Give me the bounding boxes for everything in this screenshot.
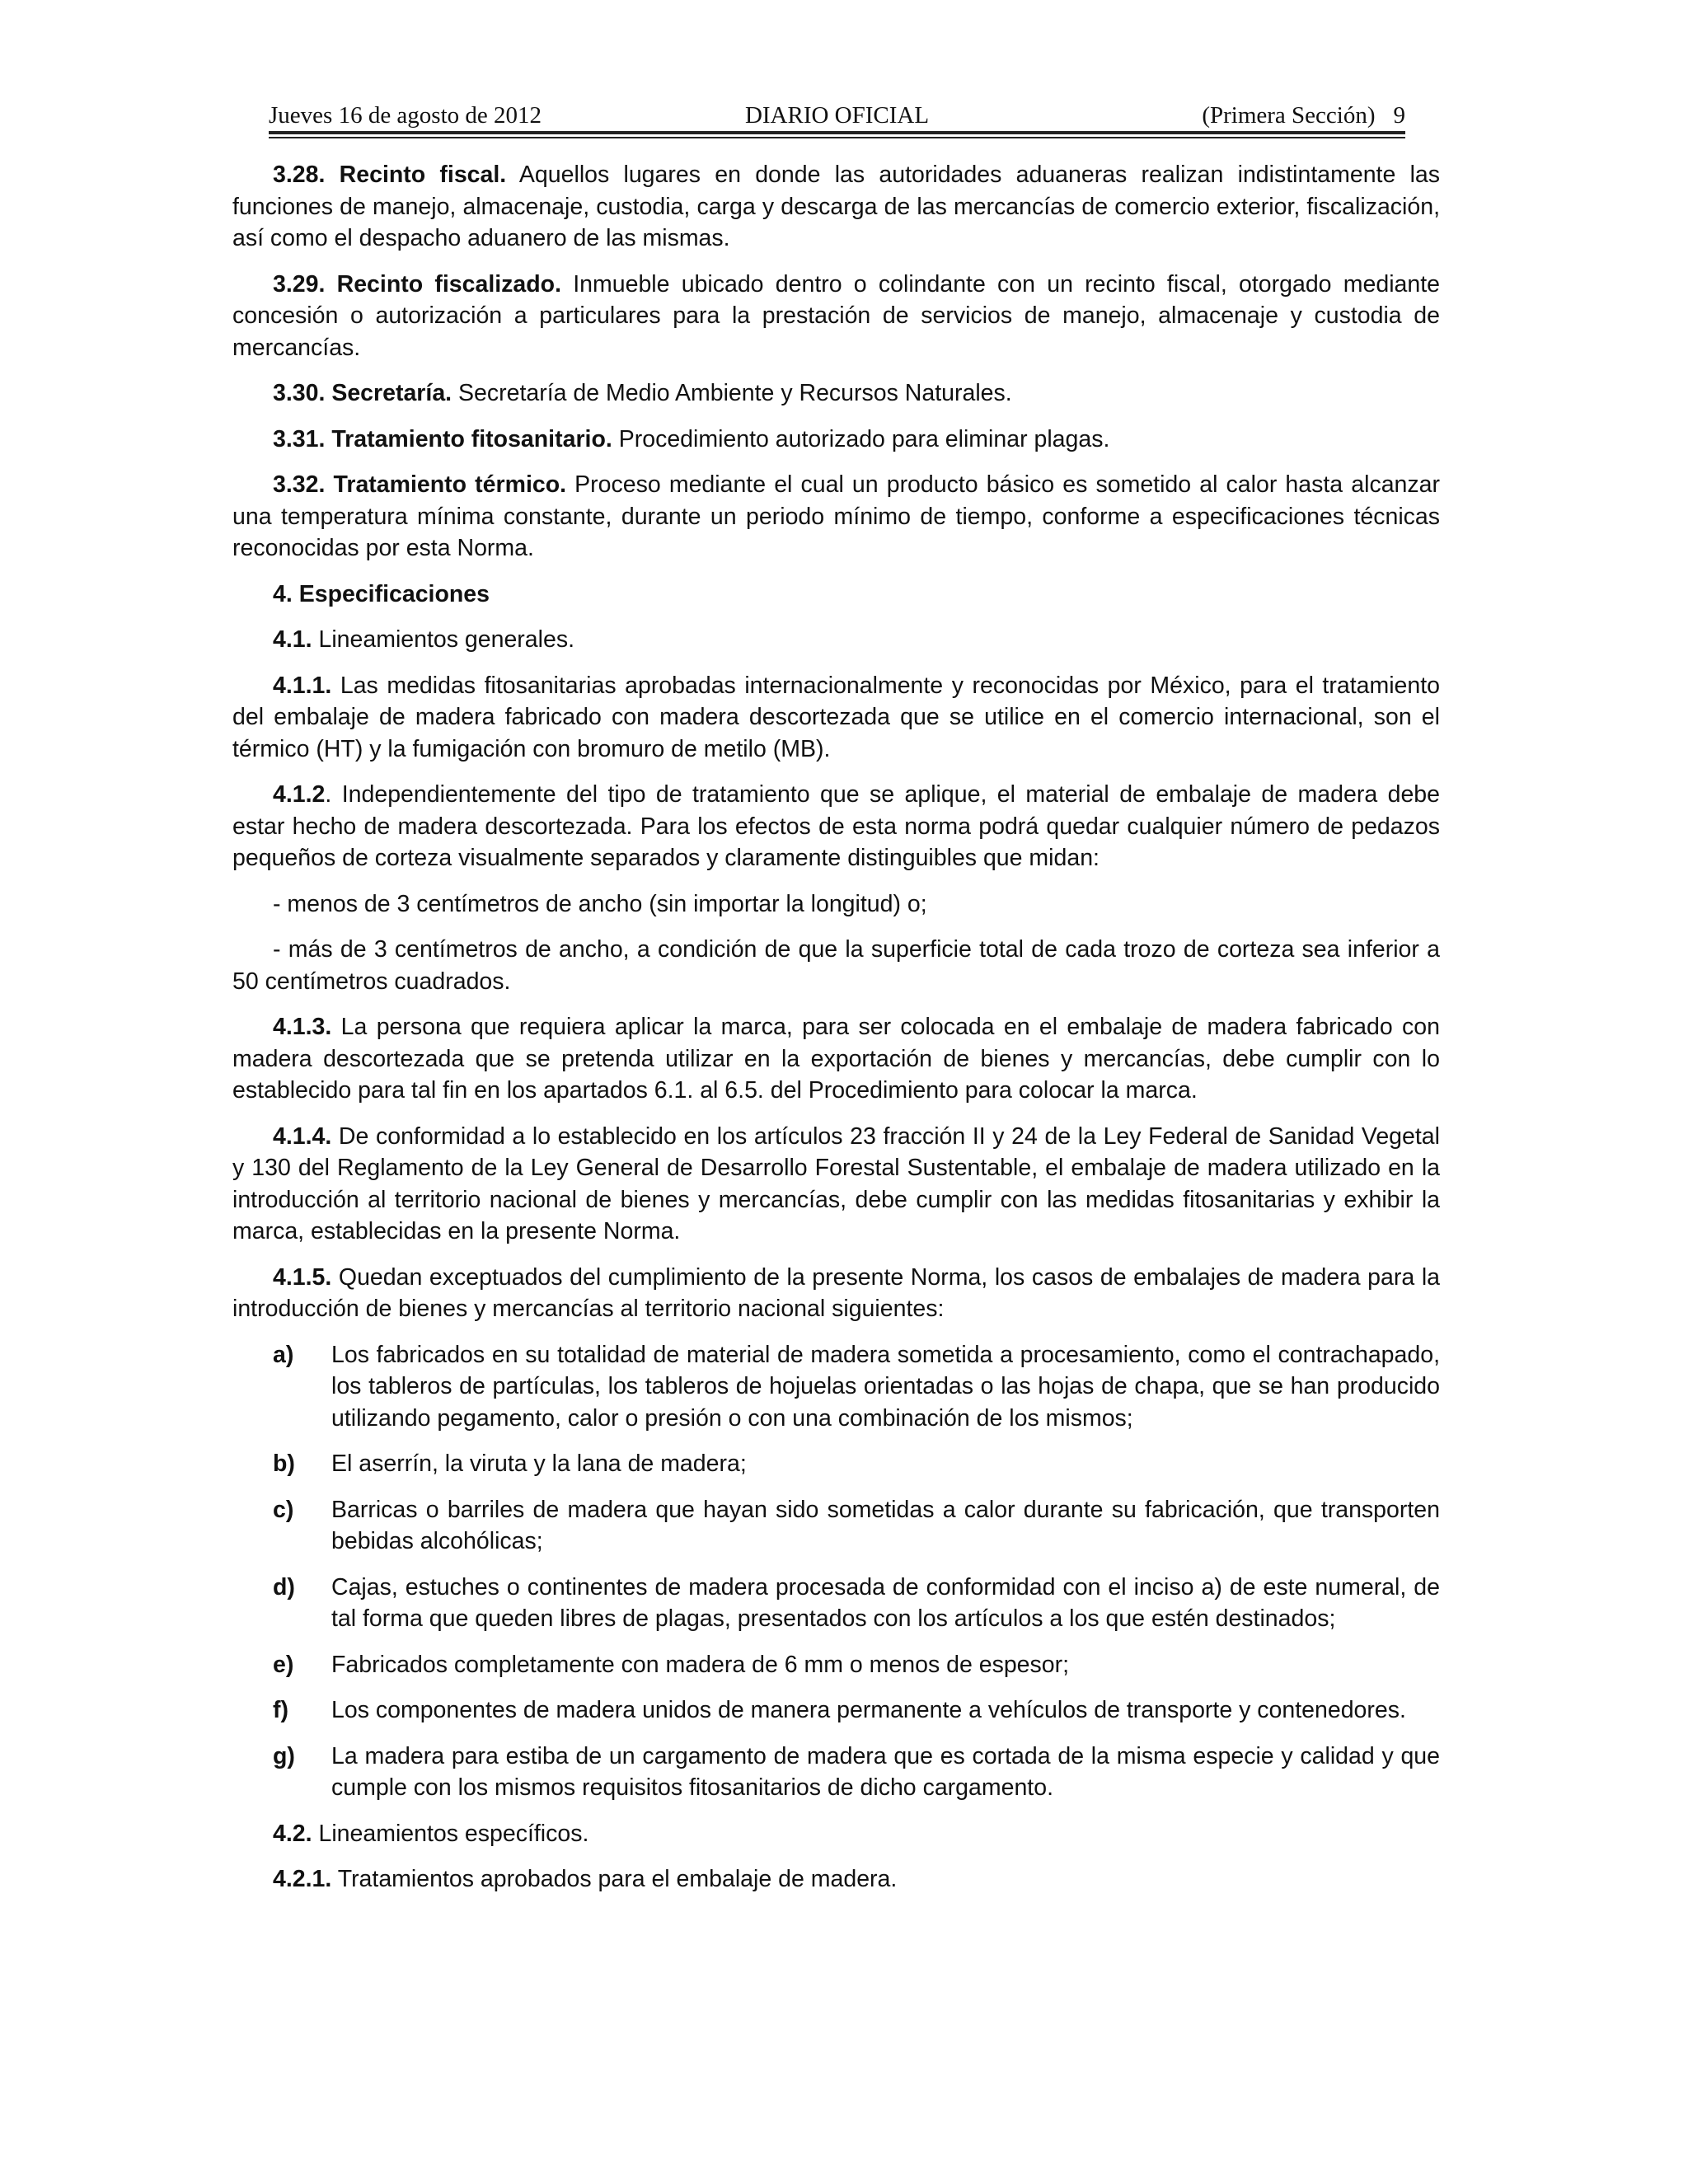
list-item [232, 1572, 1440, 1635]
paragraph [232, 1011, 1440, 1107]
paragraph-number: 4.1. [273, 626, 312, 653]
paragraph [232, 424, 1440, 456]
paragraph [232, 1121, 1440, 1248]
paragraph [232, 1262, 1440, 1325]
list-item [232, 1694, 1440, 1727]
list-item-label: b) [273, 1451, 295, 1477]
list-item [232, 1649, 1440, 1681]
list-item [232, 1494, 1440, 1558]
header-section-label: (Primera Sección) [1202, 102, 1376, 129]
list-item-text: La madera para estiba de un cargamento de madera que es cortada de la misma especie y calidad y que cumple con los mismos requisitos fitosanitarios de dicho cargamento. [331, 1742, 1440, 1801]
page-number: 9 [1393, 102, 1405, 129]
list-item-label: e) [273, 1651, 294, 1678]
header-rule-thick [269, 131, 1405, 134]
paragraph-text: Procedimiento autorizado para eliminar plagas. [612, 425, 1110, 452]
paragraph [232, 779, 1440, 874]
paragraph-text: Proceso mediante el cual un producto básico es sometido al calor hasta alcanzar una temperatura mínima constante, durante un periodo mínimo de tiempo, conforme a especificaciones técnicas reconocidas por esta Norma. [232, 471, 1440, 561]
paragraph-term: Recinto fiscalizado. [336, 270, 561, 298]
paragraph [232, 1863, 1440, 1896]
paragraph-number: 3.32. [273, 471, 326, 498]
list-item-text: Los componentes de madera unidos de manera permanente a vehículos de transporte y contenedores. [331, 1697, 1406, 1723]
paragraph-number: 3.29. [273, 270, 326, 298]
list-item-text: Cajas, estuches o continentes de madera procesada de conformidad con el inciso a) de este numeral, de tal forma que queden libres de plagas, presentados con los artículos a los que estén destinados; [331, 1573, 1440, 1632]
paragraph-text: Lineamientos específicos. [312, 1820, 589, 1847]
list-item-text: El aserrín, la viruta y la lana de madera; [331, 1451, 747, 1477]
list-item-text: Los fabricados en su totalidad de material de madera sometida a procesamiento, como el contrachapado, los tableros de partículas, los tableros de hojuelas orientadas o las hojas de chapa, que se han producido utilizando pegamento, calor o presión o con una combinación de los mismos; [331, 1341, 1440, 1432]
section-heading [232, 579, 1440, 611]
list-item-text: Fabricados completamente con madera de 6 mm o menos de espesor; [331, 1651, 1070, 1678]
paragraph-number: 4.1.3. [273, 1014, 332, 1040]
paragraph-text: Tratamientos aprobados para el embalaje de madera. [331, 1866, 898, 1892]
paragraph [232, 469, 1440, 565]
paragraph-text: . Independientemente del tipo de tratamiento que se aplique, el material de embalaje de madera debe estar hecho de madera descortezada. Para los efectos de esta norma podrá quedar cualquier número de pedazos pequeños de corteza visualmente separados y claramente distinguibles que midan: [232, 781, 1440, 871]
list-item-label: d) [273, 1573, 295, 1601]
header-title: DIARIO OFICIAL [744, 102, 930, 129]
paragraph [232, 159, 1440, 255]
paragraph [232, 1818, 1440, 1850]
paragraph-number: 4.1.4. [273, 1122, 332, 1150]
list-item [232, 1741, 1440, 1804]
list-item [232, 1448, 1440, 1480]
header-rule-thin [269, 137, 1405, 138]
paragraph-number: 3.31. [273, 425, 326, 452]
paragraph [232, 624, 1440, 656]
list-item-label: a) [273, 1341, 294, 1368]
header-section [1202, 97, 1405, 134]
list-item-text: Barricas o barriles de madera que hayan sido sometidas a calor durante su fabricación, que transporten bebidas alcohólicas; [331, 1496, 1440, 1554]
list-item-label: g) [273, 1742, 295, 1769]
paragraph-text: Lineamientos generales. [312, 626, 575, 653]
paragraph-text: La persona que requiera aplicar la marca, para ser colocada en el embalaje de madera fabricado con madera descortezada que se pretenda utilizar en la exportación de bienes y mercancías, debe cumplir con lo establecido para tal fin en los apartados 6.1. al 6.5. del Procedimiento para colocar la marca. [232, 1014, 1440, 1104]
paragraph [232, 934, 1440, 997]
paragraph-term: Especificaciones [298, 580, 490, 607]
paragraph-term: Recinto fiscal. [339, 162, 507, 188]
paragraph-text: - más de 3 centímetros de ancho, a condición de que la superficie total de cada trozo de corteza sea inferior a 50 centímetros cuadrados. [232, 936, 1440, 995]
paragraph [232, 670, 1440, 766]
paragraph-text: Aquellos lugares en donde las autoridades aduaneras realizan indistintamente las funciones de manejo, almacenaje, custodia, carga y descarga de las mercancías de comercio exterior, fiscalización, así como el despacho aduanero de las mismas. [232, 162, 1441, 251]
document-body [232, 159, 1440, 1910]
list-item [232, 1339, 1440, 1435]
paragraph [232, 269, 1440, 364]
paragraph-term: Secretaría. [331, 380, 452, 406]
paragraph-text: De conformidad a lo establecido en los artículos 23 fracción II y 24 de la Ley Federal de Sanidad Vegetal y 130 del Reglamento de la Ley General de Desarrollo Forestal Sustentable, el embalaje de madera utilizado en la introducción al territorio nacional de bienes y mercancías, debe cumplir con las medidas fitosanitarias y exhibir la marca, establecidas en la presente Norma. [232, 1122, 1440, 1244]
paragraph [232, 888, 1440, 921]
paragraph-text: Inmueble ubicado dentro o colindante con un recinto fiscal, otorgado mediante concesión o autorización a particulares para la prestación de servicios de manejo, almacenaje y custodia de mercancías. [232, 270, 1440, 361]
list-item-label: f) [273, 1697, 288, 1723]
paragraph-number: 4.2.1. [273, 1866, 332, 1892]
list-item-label: c) [273, 1496, 294, 1523]
paragraph-number: 4.1.2 [273, 781, 326, 808]
paragraph [232, 377, 1440, 410]
header-date: Jueves 16 de agosto de 2012 [269, 102, 542, 129]
paragraph-number: 4. [273, 580, 293, 607]
paragraph-number: 3.28. [273, 162, 326, 188]
paragraph-text: Quedan exceptuados del cumplimiento de la presente Norma, los casos de embalajes de madera para la introducción de bienes y mercancías al territorio nacional siguientes: [232, 1263, 1440, 1322]
paragraph-term: Tratamiento térmico. [333, 471, 567, 498]
paragraph-text: Secretaría de Medio Ambiente y Recursos Naturales. [452, 380, 1012, 406]
page-header [269, 97, 1405, 134]
paragraph-number: 4.2. [273, 1820, 312, 1847]
paragraph-text: - menos de 3 centímetros de ancho (sin importar la longitud) o; [273, 890, 927, 917]
paragraph-term: Tratamiento fitosanitario. [331, 425, 612, 452]
paragraph-number: 3.30. [273, 380, 326, 406]
paragraph-number: 4.1.1. [273, 672, 332, 699]
paragraph-text: Las medidas fitosanitarias aprobadas internacionalmente y reconocidas por México, para el tratamiento del embalaje de madera fabricado con madera descortezada que se utilice en el comercio internacional, son el térmico (HT) y la fumigación con bromuro de metilo (MB). [232, 672, 1440, 762]
paragraph-number: 4.1.5. [273, 1263, 332, 1291]
